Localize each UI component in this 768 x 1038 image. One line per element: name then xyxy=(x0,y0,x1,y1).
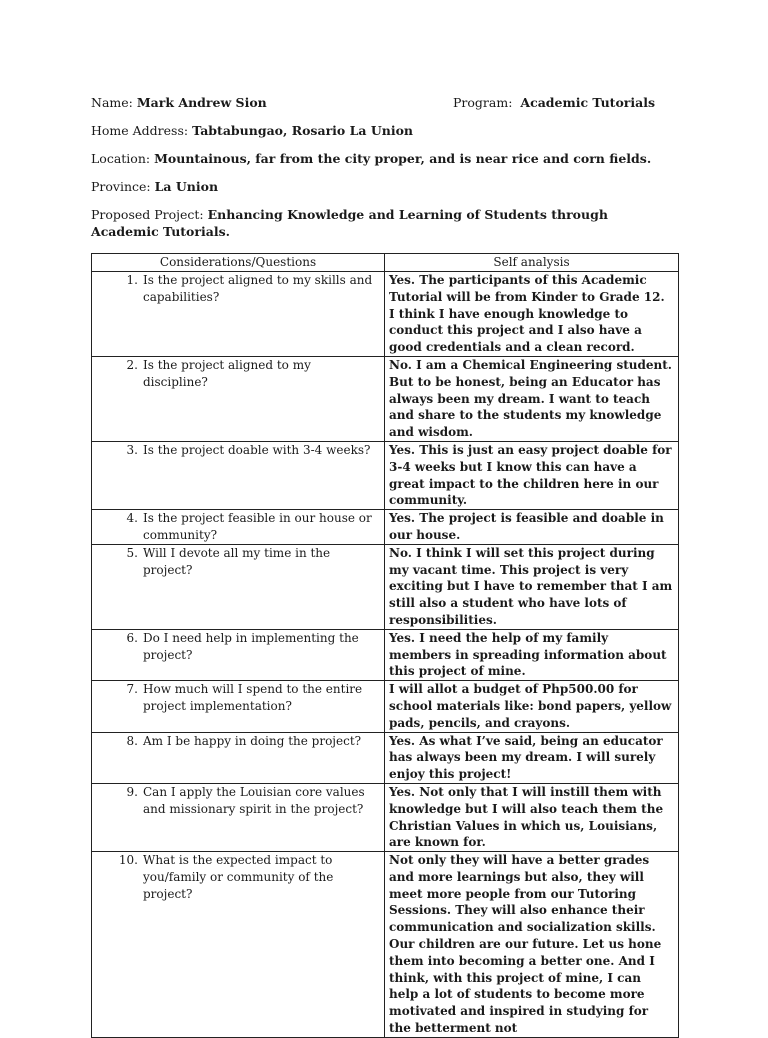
answer-cell: Yes. Not only that I will instill them with knowledge but I will also teach them the Christian Values in which us, Louisians, are known for. xyxy=(385,783,679,851)
answer-cell: I will allot a budget of Php500.00 for school materials like: bond papers, yellow pads, pencils, and crayons. xyxy=(385,681,679,732)
question-number: 3. xyxy=(126,442,138,457)
column-header-self-analysis: Self analysis xyxy=(385,254,679,272)
answer-cell: Yes. The participants of this Academic Tutorial will be from Kinder to Grade 12. I think I have enough knowledge to conduct this project and I also have a good credentials and a clean record. xyxy=(385,272,679,357)
question-number: 10. xyxy=(118,853,138,868)
table-row xyxy=(92,852,679,1038)
question-text: Is the project doable with 3-4 weeks? xyxy=(143,442,371,457)
province-label: Province: xyxy=(91,179,151,194)
table-row xyxy=(92,356,679,441)
table-row xyxy=(92,544,679,629)
program-label: Program: xyxy=(453,95,513,110)
name-label: Name: xyxy=(91,95,133,110)
question-cell xyxy=(92,783,385,851)
question-text: Is the project feasible in our house or community? xyxy=(143,511,372,542)
column-header-questions: Considerations/Questions xyxy=(92,254,385,272)
question-text: Is the project aligned to my skills and capabilities? xyxy=(143,273,373,304)
location-value: Mountainous, far from the city proper, and is near rice and corn fields. xyxy=(154,151,652,166)
question-cell xyxy=(92,732,385,783)
question-number: 8. xyxy=(126,733,138,748)
question-number: 5. xyxy=(126,545,138,560)
answer-cell: Yes. As what I’ve said, being an educator has always been my dream. I will surely enjoy this project! xyxy=(385,732,679,783)
question-cell xyxy=(92,681,385,732)
answer-cell: No. I think I will set this project during my vacant time. This project is very exciting but I have to remember that I am still also a student who have lots of responsibilities. xyxy=(385,544,679,629)
question-text: Will I devote all my time in the project? xyxy=(143,545,331,577)
question-number: 4. xyxy=(126,511,138,526)
location-label: Location: xyxy=(91,151,151,166)
name-value: Mark Andrew Sion xyxy=(136,95,267,110)
table-row xyxy=(92,441,679,509)
table-row xyxy=(92,783,679,851)
table-row xyxy=(92,272,679,357)
self-analysis-table xyxy=(91,253,679,1038)
question-cell xyxy=(92,852,385,1038)
answer-cell: Yes. The project is feasible and doable in our house. xyxy=(385,510,679,545)
question-number: 6. xyxy=(126,630,138,645)
table-row xyxy=(92,629,679,680)
table-header-row xyxy=(92,254,679,272)
question-number: 7. xyxy=(126,682,138,697)
address-label: Home Address: xyxy=(91,123,189,138)
question-cell xyxy=(92,629,385,680)
question-text: Am I be happy in doing the project? xyxy=(143,733,362,748)
question-text: What is the expected impact to you/family or community of the project? xyxy=(143,853,334,901)
question-number: 9. xyxy=(126,784,138,799)
address-value: Tabtabungao, Rosario La Union xyxy=(192,123,413,138)
question-number: 2. xyxy=(126,357,138,372)
location-line xyxy=(91,150,651,167)
answer-cell: No. I am a Chemical Engineering student. But to be honest, being an Educator has always been my dream. I want to teach and share to the students my knowledge and wisdom. xyxy=(385,356,679,441)
program-line xyxy=(453,94,655,111)
province-value: La Union xyxy=(154,179,219,194)
question-text: Is the project aligned to my discipline? xyxy=(143,357,311,389)
question-text: Can I apply the Louisian core values and missionary spirit in the project? xyxy=(143,784,365,816)
answer-cell: Yes. This is just an easy project doable for 3-4 weeks but I know this can have a great impact to the children here in our community. xyxy=(385,441,679,509)
question-text: Do I need help in implementing the project? xyxy=(143,630,359,662)
table-row xyxy=(92,681,679,732)
question-cell xyxy=(92,356,385,441)
question-text: How much will I spend to the entire project implementation? xyxy=(143,682,363,713)
project-label: Proposed Project: xyxy=(91,207,204,222)
proposed-project xyxy=(91,206,671,240)
name-line xyxy=(91,94,267,111)
table-row xyxy=(92,510,679,545)
question-cell xyxy=(92,544,385,629)
question-number: 1. xyxy=(126,273,138,287)
question-cell xyxy=(92,510,385,545)
address-line xyxy=(91,122,413,139)
project-value: Enhancing Knowledge and Learning of Students through Academic Tutorials. xyxy=(91,207,608,239)
province-line xyxy=(91,178,218,195)
program-value: Academic Tutorials xyxy=(520,95,656,110)
question-cell xyxy=(92,441,385,509)
answer-cell: Not only they will have a better grades and more learnings but also, they will meet more people from our Tutoring Sessions. They will also enhance their communication and socialization skills. Our children are our future. Let us hone them into becoming a better one. And I think, with this project of mine, I can help a lot of students to become more motivated and inspired in studying for the betterment not xyxy=(385,852,679,1038)
answer-cell: Yes. I need the help of my family members in spreading information about this project of mine. xyxy=(385,629,679,680)
table-row xyxy=(92,732,679,783)
question-cell xyxy=(92,272,385,357)
